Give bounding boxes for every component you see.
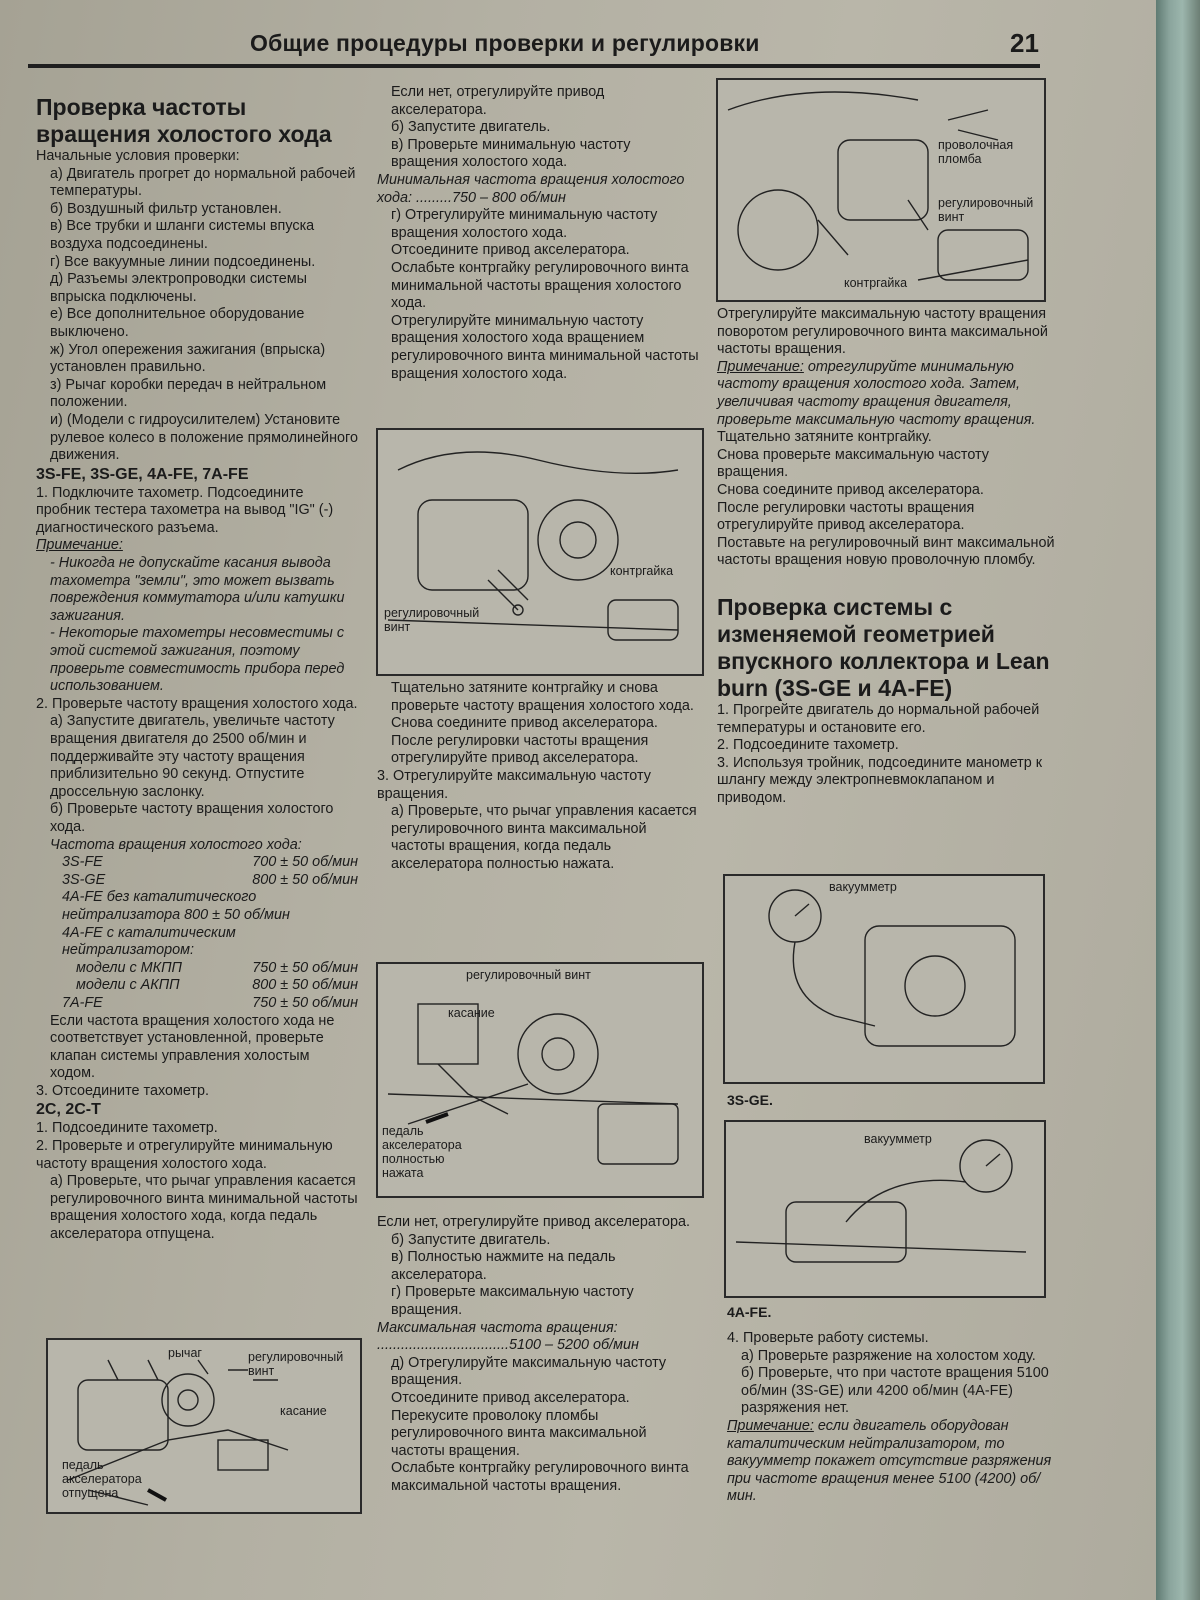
header-rule: [28, 64, 1040, 68]
figure-2c-lever: [46, 1338, 362, 1514]
column-3: [717, 306, 1057, 807]
note-item: - Некоторые тахометры несовместимы с этой системой зажигания, поэтому проверьте совместимость прибора перед использованием.: [50, 625, 345, 695]
fig-label-screw: регулировочный винт: [466, 968, 591, 982]
book-edge: [1156, 0, 1200, 1600]
fig-label-contact: касание: [448, 1006, 495, 1020]
c2-p3: в) Проверьте минимальную частоту вращения холостого хода.: [391, 136, 631, 171]
section-heading-idle: Проверка частоты вращения холостого хода: [36, 94, 332, 147]
condition-item: ж) Угол опережения зажигания (впрыска) установлен правильно.: [50, 341, 326, 376]
c3-s2: 2. Подсоедините тахометр.: [717, 737, 899, 754]
c2-p6: Ослабьте контргайку регулировочного винта минимальной частоты вращения холостого хода.: [391, 259, 689, 312]
spec-row: 4A-FE без каталитического нейтрализатора 800 ± 50 об/мин: [62, 889, 290, 923]
subheading-2c: 2C, 2C-T: [36, 1101, 101, 1119]
spec-table: [36, 854, 358, 1012]
caption-4afe: 4A-FE.: [727, 1304, 772, 1320]
fig-label-lever: рычаг: [168, 1346, 202, 1360]
condition-item: и) (Модели с гидроусилителем) Установите рулевое колесо в положение прямолинейного движения.: [50, 411, 358, 464]
c2-p13: Если нет, отрегулируйте привод акселератора.: [377, 1214, 690, 1230]
column-3b: [727, 1330, 1057, 1506]
column-2: [377, 84, 699, 422]
fig-label-screw: регулировочный винт: [248, 1350, 344, 1378]
condition-item: в) Все трубки и шланги системы впуска воздуха подсоединены.: [50, 218, 315, 252]
c3-p2: Тщательно затяните контргайку.: [717, 429, 932, 446]
condition-item: д) Разъемы электропроводки системы впрыска подключены.: [50, 271, 307, 305]
c3-p3: Снова проверьте максимальную частоту вращения.: [717, 446, 989, 481]
fig-label-vacuum: вакуумметр: [864, 1132, 932, 1146]
page-number: 21: [1010, 28, 1039, 58]
spec-row: 3S-FE 700 ± 50 об/мин: [62, 854, 358, 871]
spec-row: 3S-GE 800 ± 50 об/мин: [62, 871, 358, 888]
c2-p5: Отсоедините привод акселератора.: [391, 242, 630, 259]
conditions-intro: Начальные условия проверки:: [36, 148, 240, 164]
c3-note: Примечание: отрегулируйте минимальную частоту вращения холостого хода. Затем, увеличивая частоту вращения двигателя, проверьте максимальную частоту вращения.: [717, 358, 1036, 428]
fig-label-locknut: контргайка: [610, 564, 674, 578]
c3-s1: 1. Прогрейте двигатель до нормальной рабочей температуры и остановите его.: [717, 701, 1040, 736]
spec-row: модели с МКПП 750 ± 50 об/мин: [76, 959, 358, 976]
c3-p6: Поставьте на регулировочный винт максимальной частоты вращения новую проволочную пломбу.: [717, 534, 1055, 569]
fig-label-pedal: педаль акселератора полностью нажата: [382, 1124, 462, 1180]
c-step-2: 2. Проверьте и отрегулируйте минимальную частоту вращения холостого хода.: [36, 1138, 333, 1172]
subheading-engines: 3S-FE, 3S-GE, 4A-FE, 7A-FE: [36, 465, 249, 483]
spec-min-rpm: Минимальная частота вращения холостого хода: .........750 – 800 об/мин: [377, 171, 685, 206]
c-step-2a: а) Проверьте, что рычаг управления касается регулировочного винта минимальной частоты вращения холостого хода, когда педаль акселератора отпущена.: [50, 1173, 358, 1243]
fig-label-vacuum: вакуумметр: [829, 880, 897, 894]
c2-p4: г) Отрегулируйте минимальную частоту вращения холостого хода.: [391, 207, 658, 241]
c3-p5: После регулировки частоты вращения отрегулируйте привод акселератора.: [717, 499, 975, 534]
spec-row: модели с АКПП 800 ± 50 об/мин: [76, 977, 358, 994]
condition-item: з) Рычаг коробки передач в нейтральном положении.: [50, 376, 327, 411]
spec-max-rpm-value: .................................5100 – 5200 об/мин: [377, 1337, 639, 1354]
c2-p9: Снова соедините привод акселератора.: [391, 715, 658, 732]
figure-min-screw: [376, 428, 704, 676]
figure-max-screw: [376, 962, 704, 1198]
c2-p12: а) Проверьте, что рычаг управления касается регулировочного винта максимальной частоты вращения, когда педаль акселератора полностью нажата.: [391, 803, 697, 872]
fig-label-contact: касание: [280, 1404, 327, 1418]
note-item: - Никогда не допускайте касания вывода тахометра "земли", это может вызвать повреждения коммутатора и/или катушки зажигания.: [50, 555, 345, 624]
carburetor-sketch-icon: [378, 430, 702, 674]
c3-p1: Отрегулируйте максимальную частоту вращения поворотом регулировочного винта максимальной частоты вращения.: [717, 306, 1048, 358]
vacuum-gauge-icon: [726, 1122, 1044, 1296]
c3-s4: 4. Проверьте работу системы.: [727, 1330, 929, 1346]
step-2c: Если частота вращения холостого хода не соответствует установленной, проверьте клапан системы управления холостым ходом.: [50, 1012, 335, 1082]
c3-note2: Примечание: если двигатель оборудован каталитическим нейтрализатором, то вакуумметр покажет отсутствие разряжения при частоте вращения менее 5100 (4200) об/мин.: [727, 1417, 1052, 1505]
condition-item: а) Двигатель прогрет до нормальной рабочей температуры.: [50, 165, 356, 200]
column-2c: [377, 1214, 699, 1496]
spec-row: 7A-FE 750 ± 50 об/мин: [62, 994, 358, 1011]
note-label: Примечание:: [36, 537, 123, 554]
condition-item: г) Все вакуумные линии подсоединены.: [50, 253, 316, 270]
page-header-title: Общие процедуры проверки и регулировки: [250, 30, 760, 56]
c3-s3: 3. Используя тройник, подсоедините манометр к шлангу между электропневмоклапаном и приводом.: [717, 754, 1043, 806]
spec-max-rpm-label: Максимальная частота вращения:: [377, 1319, 618, 1336]
c2-p17: д) Отрегулируйте максимальную частоту вращения.: [391, 1354, 667, 1389]
c2-p20: Ослабьте контргайку регулировочного винта максимальной частоты вращения.: [391, 1460, 689, 1494]
c2-p8: Тщательно затяните контргайку и снова проверьте частоту вращения холостого хода.: [391, 680, 694, 714]
vacuum-gauge-icon: [725, 876, 1043, 1082]
fig-label-screw: регулировочный винт: [938, 196, 1034, 224]
throttle-sketch-icon: [718, 80, 1044, 300]
c2-p2: б) Запустите двигатель.: [391, 119, 551, 136]
column-2b: [377, 680, 699, 874]
c2-p7: Отрегулируйте минимальную частоту вращения холостого хода вращением регулировочного винта минимальной частоты вращения холостого хода.: [391, 312, 699, 382]
condition-item: б) Воздушный фильтр установлен.: [50, 200, 282, 217]
c3-s4a: а) Проверьте разряжение на холостом ходу.: [741, 1347, 1036, 1364]
c2-p15: в) Полностью нажмите на педаль акселератора.: [391, 1249, 616, 1283]
step-2b: б) Проверьте частоту вращения холостого хода.: [50, 801, 334, 835]
fig-label-locknut: контргайка: [844, 276, 908, 290]
figure-seal: [716, 78, 1046, 302]
c2-p18: Отсоедините привод акселератора.: [391, 1389, 630, 1406]
step-1: 1. Подключите тахометр. Подсоедините пробник тестера тахометра на вывод "IG" (-) диагностического разъема.: [36, 484, 334, 536]
step-2: 2. Проверьте частоту вращения холостого хода.: [36, 695, 358, 712]
figure-4afe-vacuum: [724, 1120, 1046, 1298]
c2-p11: 3. Отрегулируйте максимальную частоту вращения.: [377, 767, 651, 802]
c3-p4: Снова соедините привод акселератора.: [717, 481, 984, 498]
column-1: [36, 94, 358, 1244]
c3-s4b: б) Проверьте, что при частоте вращения 5100 об/мин (3S-GE) или 4200 об/мин (4A-FE) разряжения нет.: [741, 1365, 1049, 1417]
condition-item: е) Все дополнительное оборудование выключено.: [50, 306, 305, 340]
fig-label-screw: регулировочный винт: [384, 606, 480, 634]
c-step-1: 1. Подсоедините тахометр.: [36, 1120, 218, 1137]
step-3: 3. Отсоедините тахометр.: [36, 1082, 210, 1099]
figure-3sge-vacuum: [723, 874, 1045, 1084]
c2-p14: б) Запустите двигатель.: [391, 1231, 551, 1248]
c2-p10: После регулировки частоты вращения отрегулируйте привод акселератора.: [391, 732, 649, 767]
caption-3sge: 3S-GE.: [727, 1092, 773, 1108]
section-heading-intake: Проверка системы с изменяемой геометрией впускного коллектора и Lean burn (3S-GE и 4A-FE): [717, 593, 1050, 701]
spec-title: Частота вращения холостого хода:: [50, 836, 302, 853]
spec-row: 4A-FE с каталитическим нейтрализатором:: [62, 924, 236, 959]
c2-p19: Перекусите проволоку пломбы регулировочного винта максимальной частоты вращения.: [391, 1407, 647, 1459]
c2-p1: Если нет, отрегулируйте привод акселератора.: [391, 84, 605, 118]
step-2a: а) Запустите двигатель, увеличьте частоту вращения двигателя до 2500 об/мин и поддерживайте эту частоту вращения приблизительно 90 секунд. Отпустите дроссельную заслонку.: [50, 713, 335, 800]
fig-label-seal: проволочная пломба: [938, 138, 1014, 166]
fig-label-pedal: педаль акселератора отпущена: [62, 1458, 142, 1500]
c2-p16: г) Проверьте максимальную частоту вращения.: [391, 1284, 634, 1318]
